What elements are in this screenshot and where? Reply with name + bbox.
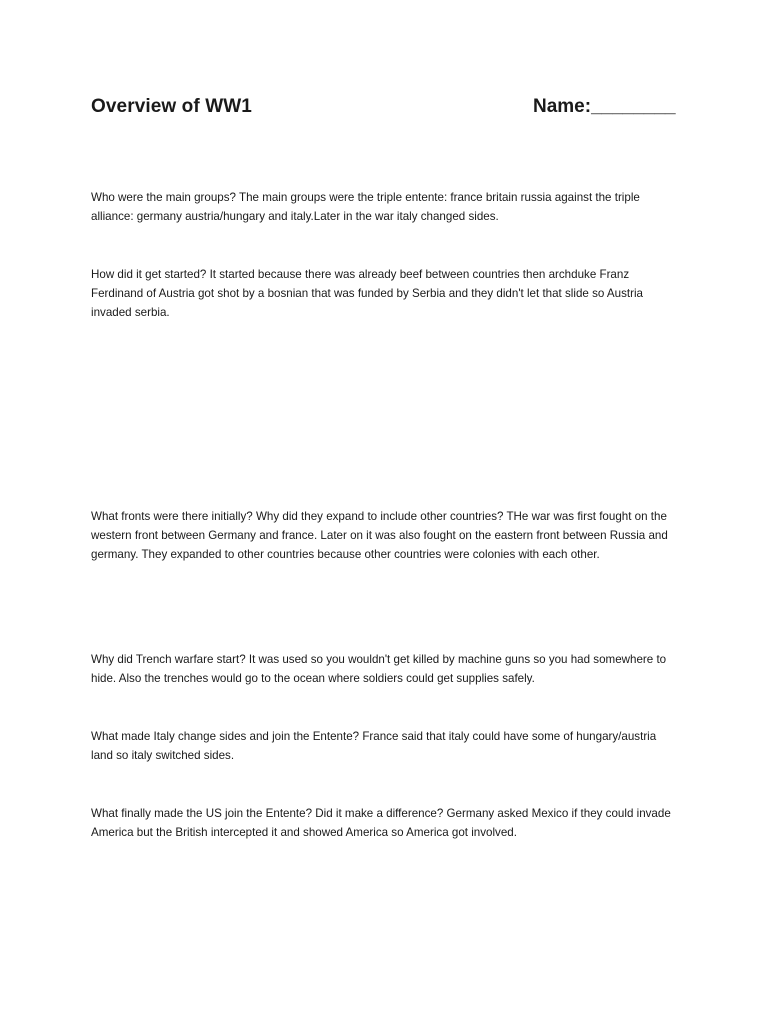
question-answer-how-started: How did it get started? It started because there was already beef between countries then archduke Franz Ferdinand of Austria got shot by a bosnian that was funded by Serbia and they didn't let that slide so Austria invaded serbia. [91,268,643,319]
question-answer-fronts: What fronts were there initially? Why did they expand to include other countries? THe war was first fought on the western front between Germany and france. Later on it was also fought on the eastern front between Russia and germany. They expanded to other countries because other countries were colonies with each other. [91,510,668,561]
question-answer-main-groups: Who were the main groups? The main groups were the triple entente: france britain russia against the triple alliance: germany austria/hungary and italy.Later in the war italy changed sides. [91,191,640,223]
question-answer-us-join: What finally made the US join the Entente? Did it make a difference? Germany asked Mexico if they could invade America but the British intercepted it and showed America so America got involved. [91,807,671,839]
name-field: Name:________ [533,96,676,117]
page-title: Overview of WW1 [91,96,252,117]
question-answer-trench-warfare: Why did Trench warfare start? It was used so you wouldn't get killed by machine guns so you had somewhere to hide. Also the trenches would go to the ocean where soldiers could get supplies safely. [91,653,667,685]
question-answer-italy-sides: What made Italy change sides and join the Entente? France said that italy could have some of hungary/austria land so italy switched sides. [91,730,657,762]
